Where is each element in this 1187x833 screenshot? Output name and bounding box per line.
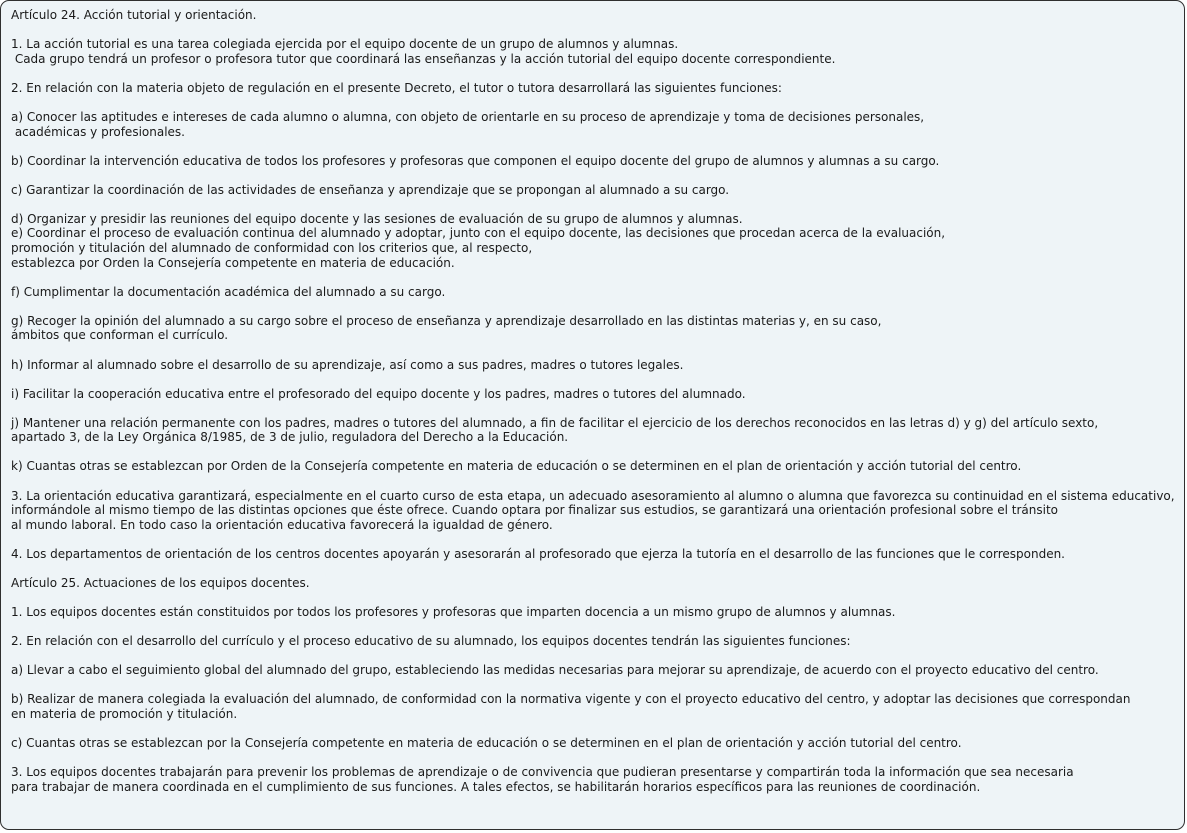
text-line: 3. La orientación educativa garantizará, especialmente en el cuarto curso de esta etapa, un adecuado asesoramiento al alumno o alumna que favorezca su continuidad en el sistema educativo, (11, 488, 1175, 503)
text-line: b) Coordinar la intervención educativa de todos los profesores y profesoras que componen el equipo docente del grupo de alumnos y alumnas a su cargo. (11, 153, 940, 168)
text-line: b) Realizar de manera colegiada la evaluación del alumnado, de conformidad con la normativa vigente y con el proyecto educativo del centro, y adoptar las decisiones que correspondan (11, 692, 1131, 707)
blank-line (11, 678, 1175, 693)
text-line: f) Cumplimentar la documentación académica del alumnado a su cargo. (11, 284, 446, 299)
text-line: 2. En relación con el desarrollo del currículo y el proceso educativo de su alumnado, los equipos docentes tendrán las siguientes funciones: (11, 634, 851, 649)
blank-line (11, 95, 1175, 110)
blank-line (11, 722, 1175, 737)
text-line: académicas y profesionales. (11, 124, 185, 139)
blank-line (11, 168, 1175, 183)
text-line: 1. Los equipos docentes están constituidos por todos los profesores y profesoras que imparten docencia a un mismo grupo de alumnos y alumnas. (11, 605, 896, 620)
text-line: Artículo 24. Acción tutorial y orientación. (11, 8, 257, 22)
blank-line (11, 372, 1175, 387)
text-line: Cada grupo tendrá un profesor o profesora tutor que coordinará las enseñanzas y la acción tutorial del equipo docente correspondiente. (11, 51, 836, 66)
text-line: e) Coordinar el proceso de evaluación continua del alumnado y adoptar, junto con el equipo docente, las decisiones que procedan acerca de la evaluación, (11, 226, 946, 241)
text-line: 4. Los departamentos de orientación de los centros docentes apoyarán y asesorarán al profesorado que ejerza la tutoría en el desarrollo de las funciones que le corresponden. (11, 546, 1065, 561)
text-line: d) Organizar y presidir las reuniones del equipo docente y las sesiones de evaluación de su grupo de alumnos y alumnas. (11, 211, 743, 226)
text-line: al mundo laboral. En todo caso la orientación educativa favorecerá la igualdad de género. (11, 517, 553, 532)
text-line: j) Mantener una relación permanente con los padres, madres o tutores del alumnado, a fin de facilitar el ejercicio de los derechos reconocidos en las letras d) y g) del artículo sexto, (11, 415, 1099, 430)
blank-line (11, 751, 1175, 766)
blank-line (11, 445, 1175, 460)
text-line: en materia de promoción y titulación. (11, 707, 238, 721)
text-line: apartado 3, de la Ley Orgánica 8/1985, de 3 de julio, reguladora del Derecho a la Educación. (11, 430, 569, 445)
text-line: h) Informar al alumnado sobre el desarrollo de su aprendizaje, así como a sus padres, madres o tutores legales. (11, 357, 684, 372)
blank-line (11, 197, 1175, 212)
blank-line (11, 66, 1175, 81)
text-line: k) Cuantas otras se establezcan por Orden de la Consejería competente en materia de educación o se determinen en el plan de orientación y acción tutorial del centro. (11, 459, 1022, 474)
blank-line (11, 561, 1175, 576)
blank-line (11, 532, 1175, 547)
text-line: informándole al mismo tiempo de las distintas opciones que éste ofrece. Cuando optara por finalizar sus estudios, se garantizará una orientación profesional sobre el tránsito (11, 503, 1059, 518)
blank-line (11, 620, 1175, 635)
text-line: promoción y titulación del alumnado de conformidad con los criterios que, al respecto, (11, 241, 533, 255)
text-line: g) Recoger la opinión del alumnado a su cargo sobre el proceso de enseñanza y aprendizaje desarrollado en las distintas materias y, en su caso, (11, 313, 882, 328)
text-line: 3. Los equipos docentes trabajarán para prevenir los problemas de aprendizaje o de convivencia que pudieran presentarse y compartirán toda la información que sea necesaria (11, 765, 1074, 780)
blank-line (11, 591, 1175, 606)
blank-line (11, 649, 1175, 664)
blank-line (11, 474, 1175, 489)
text-line: a) Llevar a cabo el seguimiento global del alumnado del grupo, estableciendo las medidas necesarias para mejorar su aprendizaje, de acuerdo con el proyecto educativo del centro. (11, 663, 1099, 678)
document-text (11, 8, 1175, 794)
text-line: Artículo 25. Actuaciones de los equipos docentes. (11, 575, 310, 590)
text-line: establezca por Orden la Consejería competente en materia de educación. (11, 255, 455, 270)
blank-line (11, 299, 1175, 314)
text-line: ámbitos que conforman el currículo. (11, 328, 229, 343)
text-line: c) Garantizar la coordinación de las actividades de enseñanza y aprendizaje que se propongan al alumnado a su cargo. (11, 182, 730, 197)
blank-line (11, 139, 1175, 154)
blank-line (11, 23, 1175, 38)
text-line: para trabajar de manera coordinada en el cumplimiento de sus funciones. A tales efectos, se habilitarán horarios específicos para las reuniones de coordinación. (11, 779, 981, 794)
text-line: c) Cuantas otras se establezcan por la Consejería competente en materia de educación o se determinen en el plan de orientación y acción tutorial del centro. (11, 736, 962, 751)
text-line: i) Facilitar la cooperación educativa entre el profesorado del equipo docente y los padres, madres o tutores del alumnado. (11, 386, 746, 401)
blank-line (11, 343, 1175, 358)
blank-line (11, 270, 1175, 285)
text-line: 1. La acción tutorial es una tarea colegiada ejercida por el equipo docente de un grupo de alumnos y alumnas. (11, 37, 679, 52)
text-line: 2. En relación con la materia objeto de regulación en el presente Decreto, el tutor o tutora desarrollará las siguientes funciones: (11, 80, 782, 95)
text-line: a) Conocer las aptitudes e intereses de cada alumno o alumna, con objeto de orientarle en su proceso de aprendizaje y toma de decisiones personales, (11, 109, 925, 124)
blank-line (11, 401, 1175, 416)
